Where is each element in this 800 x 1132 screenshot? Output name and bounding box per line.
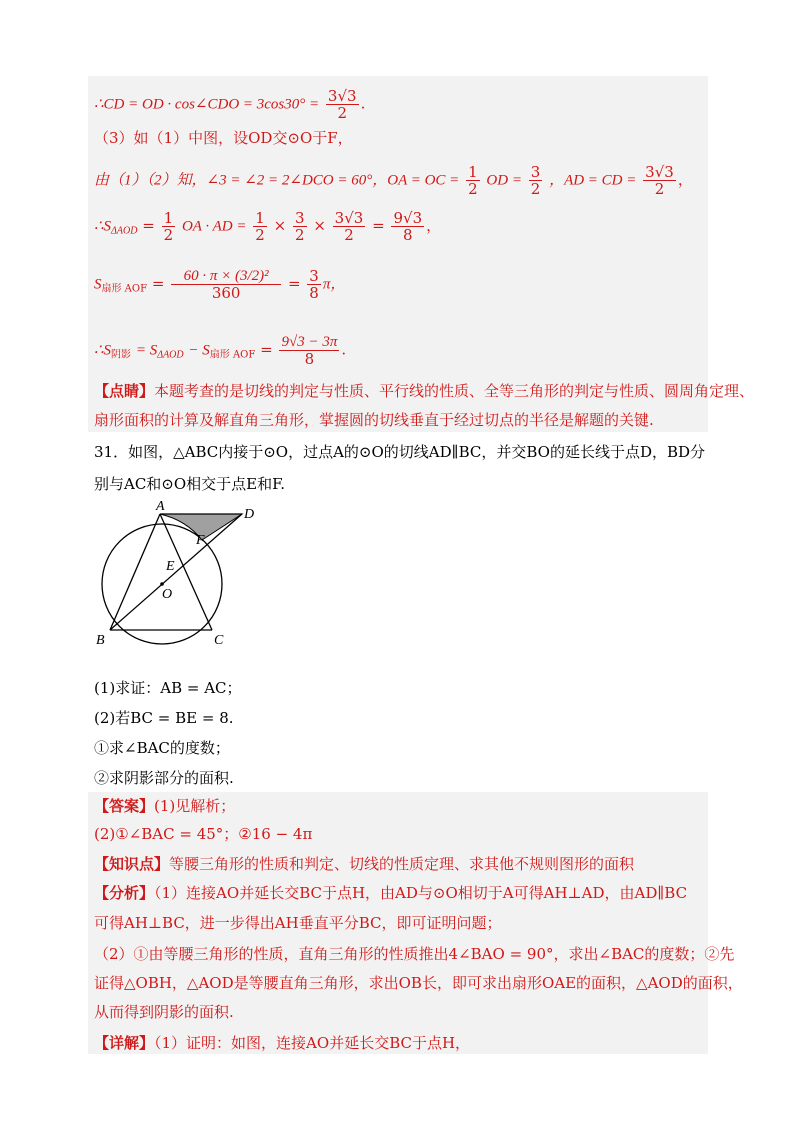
- solution-line-5: $S_{扇形 AOF}$ = $\frac{\text{60 · π × (3/2)²}}{360}$ = $\frac{3}{8}$ π，: [94, 267, 346, 302]
- label-a: A: [156, 499, 165, 514]
- comment-line-1: 【点睛】本题考查的是切线的判定与性质、平行线的性质、全等三角形的判定与性质、圆周角定理、: [94, 382, 755, 400]
- solution-line-6: $\therefore S_{阴影} = S_{\Delta AOD} - S_{扇形 AOF}$ = $\frac{9√3 - 3\pi}{8}$ .: [94, 334, 347, 368]
- analysis-line-1: 【分析】（1）连接AO并延长交BC于点H，由AD与⊙O相切于A可得AH⊥AD，由AD∥BC: [94, 884, 688, 902]
- question-1: (1)求证：AB = AC；: [94, 679, 242, 697]
- question-2a: ①求∠BAC的度数；: [94, 739, 230, 757]
- label-o: O: [162, 587, 173, 602]
- answer-line-1: 【答案】(1)见解析；: [94, 797, 236, 815]
- analysis-line-4: 证得△OBH，△AOD是等腰直角三角形，求出OB长，即可求出扇形OAE的面积，△AOD的面积，: [94, 974, 743, 992]
- label-d: D: [244, 507, 255, 522]
- label-e: E: [166, 559, 175, 574]
- solution-line-1: ∴CD = OD · cos∠CDO = 3cos30° = $\frac{3√3}{2}$ .: [94, 87, 366, 122]
- label-c: C: [214, 633, 224, 648]
- geometry-figure: [84, 498, 284, 658]
- comment-line-2: 扇形面积的计算及解直角三角形，掌握圆的切线垂直于经过切点的半径是解题的关键.: [94, 411, 654, 429]
- question-2: (2)若BC = BE = 8.: [94, 709, 234, 727]
- answer-line-2: (2)①∠BAC = 45°；②16 − 4π: [94, 825, 313, 843]
- label-b: B: [96, 633, 105, 648]
- question-2b: ②求阴影部分的面积.: [94, 769, 234, 787]
- detail-line: 【详解】（1）证明：如图，连接AO并延长交BC于点H，: [94, 1034, 471, 1052]
- problem-line-1: 31．如图，△ABC内接于⊙O，过点A的⊙O的切线AD∥BC，并交BO的延长线于点D，BD分: [94, 443, 706, 461]
- line-bd: [110, 514, 242, 630]
- center-point: [160, 582, 164, 586]
- solution-line-2: （3）如（1）中图，设OD交⊙O于F，: [94, 129, 353, 147]
- knowledge-line: 【知识点】等腰三角形的性质和判定、切线的性质定理、求其他不规则图形的面积: [94, 855, 635, 873]
- fraction: $\frac{3√3}{2}$: [327, 87, 357, 122]
- solution-line-4: $\therefore S_{\Delta AOD}$ = $\frac{1}{2}$ OA · AD = $\frac{1}{2}$ × $\frac{3}{2}$ × $\frac{3√3}{2}$ = $\frac{9√3}{8}$ ，: [94, 209, 442, 244]
- analysis-line-3: （2）①由等腰三角形的性质，直角三角形的性质推出4∠BAO = 90°，求出∠BAC的度数；②先: [94, 945, 735, 963]
- solution-line-3: 由（1）（2）知，∠3 = ∠2 = 2∠DCO = 60°，OA = OC = $\frac{1}{2}$ OD = $\frac{3}{2}$ ，AD = CD = $\frac{3√3}{2}$ ，: [94, 163, 693, 198]
- analysis-line-2: 可得AH⊥BC，进一步得出AH垂直平分BC，即可证明问题；: [94, 914, 502, 932]
- label-f: F: [196, 533, 205, 548]
- problem-line-2: 别与AC和⊙O相交于点E和F.: [94, 475, 285, 493]
- analysis-line-5: 从而得到阴影的面积.: [94, 1003, 234, 1021]
- line-ab: [110, 514, 160, 630]
